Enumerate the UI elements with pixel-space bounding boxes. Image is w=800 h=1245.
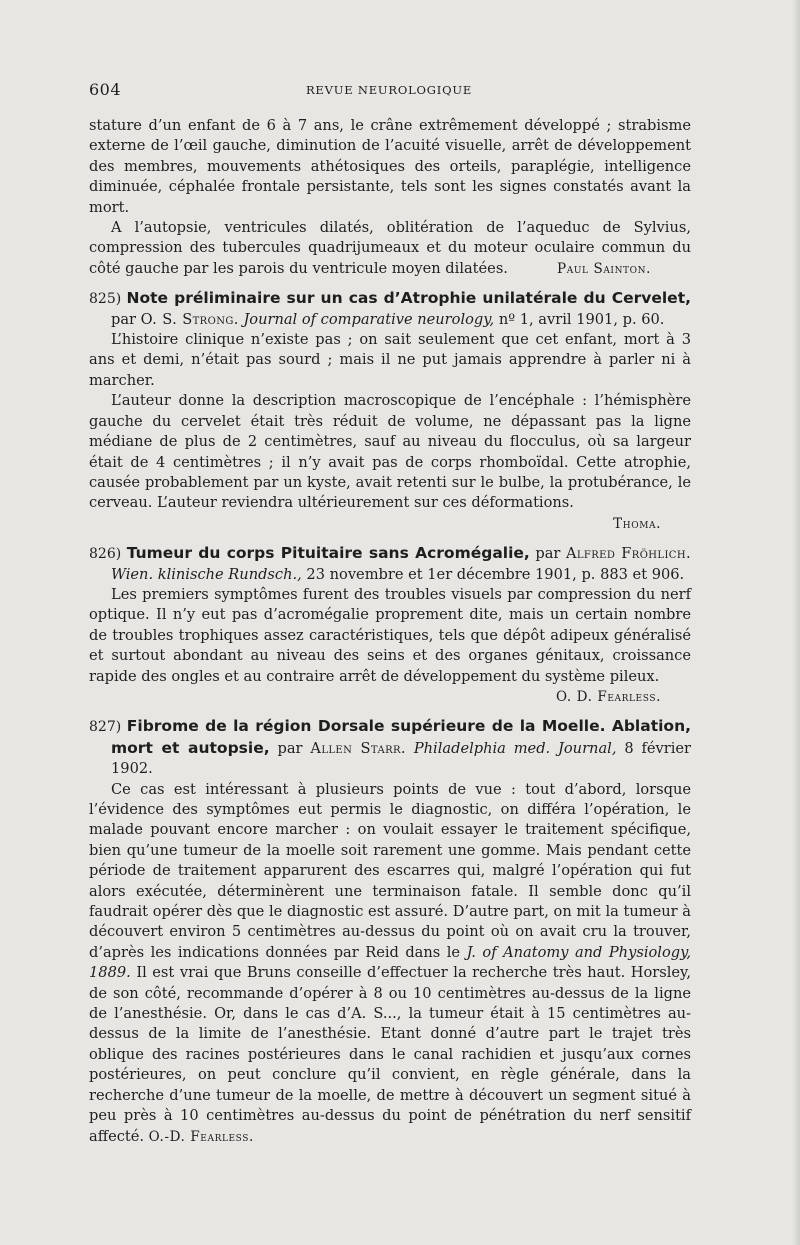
entry-source-details: nº 1, avril 1901, p. 60. (498, 310, 665, 328)
entry-author: O. S. Strong. (140, 310, 239, 328)
signature-fearless-2: O.-D. Fearless. (148, 1128, 254, 1145)
entry-paragraph: L’auteur donne la description macroscopique de l’encéphale : l’hémisphère gauche du cervelet était très réduit de volume, ne dépassant pas la ligne médiane de plus de 2 centimètres, sauf au niveau du flocculus, où sa largeur était de 4 centimètres ; il n’y avait pas de corps rhomboïdal. Cette atrophie, causée probablement par un kyste, avait retenti sur le bulbe, la protubérance, le cerveau. L’auteur reviendra ultérieurement sur ces déformations. (89, 392, 691, 512)
entry-title: Tumeur du corps Pituitaire sans Acromégalie, (126, 544, 530, 563)
entry-heading (89, 288, 691, 330)
entry-source-details: 23 novembre et 1er décembre 1901, p. 883 et 906. (306, 565, 685, 583)
review-entry-825 (89, 288, 691, 534)
running-title: REVUE NEUROLOGIQUE (305, 83, 473, 97)
intro-paragraph-2-text: A l’autopsie, ventricules dilatés, oblitération de l’aqueduc de Sylvius, compression des tubercules quadrijumeaux et du moteur oculaire commun du côté gauche par les parois du ventricule moyen dilatées. (89, 219, 691, 277)
entry-author: Alfred Fröhlich. (565, 545, 692, 563)
entry-paragraph: Les premiers symptômes furent des troubles visuels par compression du nerf optique. Il n’y eut pas d’acromégalie proprement dite, mais un certain nombre de troubles trophiques assez caractéristiques, tels que dépôt adipeux généralisé et surtout abondant au niveau des seins et des organes génitaux, croissance rapide des ongles et au contraire arrêt de développement du système pileux. (89, 585, 691, 685)
entry-by: par (277, 739, 303, 757)
entry-number: 826) (89, 546, 122, 563)
review-entry-826 (89, 543, 691, 707)
entry-author: Allen Starr. (310, 739, 406, 757)
entry-by: par (535, 545, 561, 563)
entry-paragraph (89, 780, 691, 1147)
entry-by: par (111, 310, 137, 328)
signature-thoma: Thoma. (613, 515, 661, 532)
entry-number: 825) (89, 291, 122, 308)
entry-source-details: 8 février 1902. (111, 739, 692, 778)
entry-title: Note préliminaire sur un cas d’Atrophie unilatérale du Cervelet, (126, 289, 691, 308)
entry-number: 827) (89, 719, 122, 736)
entry-paragraph: L’histoire clinique n’existe pas ; on sait seulement que cet enfant, mort à 3 ans et demi, n’était pas sourd ; mais il ne put jamais apprendre à parler ni à marcher. (89, 331, 691, 389)
entry-heading (89, 716, 691, 779)
page-number: 604 (89, 80, 122, 99)
entry-source: Journal of comparative neurology, (243, 310, 495, 328)
page-body (89, 116, 691, 1147)
page-header (89, 80, 689, 104)
entry-source: Philadelphia med. Journal, (413, 739, 617, 757)
signature-sainton: Paul Sainton. (557, 260, 651, 277)
signature-fearless: O. D. Fearless. (555, 688, 661, 705)
entry-title: Fibrome de la région Dorsale supérieure de la Moelle. Ablation, mort et autopsie, (111, 717, 691, 757)
entry-heading (89, 543, 691, 585)
intro-paragraph-1: stature d’un enfant de 6 à 7 ans, le crâne extrêmement développé ; strabisme externe de l’œil gauche, diminution de l’acuité visuelle, arrêt de développement des membres, mouvements athétosiques des orteils, paraplégie, intelligence diminuée, céphalée frontale persistante, tels sont les signes constatés avant la mort. (89, 117, 691, 216)
entry-paragraph-part: Ce cas est intéressant à plusieurs points de vue : tout d’abord, lorsque l’évidence des symptômes eut permis le diagnostic, on différa l’opération, le malade pouvant encore marcher : on voulait essayer le traitement spécifique, bien qu’une tumeur de la moelle soit rarement une gomme. Mais pendant cette période de traitement apparurent des escarres qui, malgré l’opération qui fut alors exécutée, déterminèrent une terminaison fatale. Il semble donc qu’il faudrait opérer dès que le diagnostic est assuré. D’autre part, on mit la tumeur à découvert environ 5 centimètres au-dessus du point où on avait cru la trouver, d’après les indications données par Reid dans le (89, 780, 691, 961)
review-entry-827 (89, 716, 691, 1147)
cited-journal: J. of Anatomy and Physiology, 1889. (89, 943, 692, 982)
intro-paragraph-2 (89, 218, 691, 279)
entry-paragraph-part: Il est vrai que Bruns conseille d’effectuer la recherche très haut. Horsley, de son côté, recommande d’opérer à 8 ou 10 centimètres au-dessus de la ligne de l’anesthésie. Or, dans le cas d’A. S..., la tumeur était à 15 centimètres au-dessus de la limite de l’anesthésie. Etant donné d’autre part le trajet très oblique des racines postérieures dans le canal rachidien et jusqu’aux cornes postérieures, on peut conclure qu’il convient, en règle générale, dans la recherche d’une tumeur de la moelle, de mettre à découvert un segment situé à peu près à 10 centimètres au-dessus du point de pénétration du nerf sensitif affecté. (89, 964, 691, 1145)
scan-edge-shadow (792, 0, 800, 1245)
entry-source: Wien. klinische Rundsch., (111, 565, 302, 583)
